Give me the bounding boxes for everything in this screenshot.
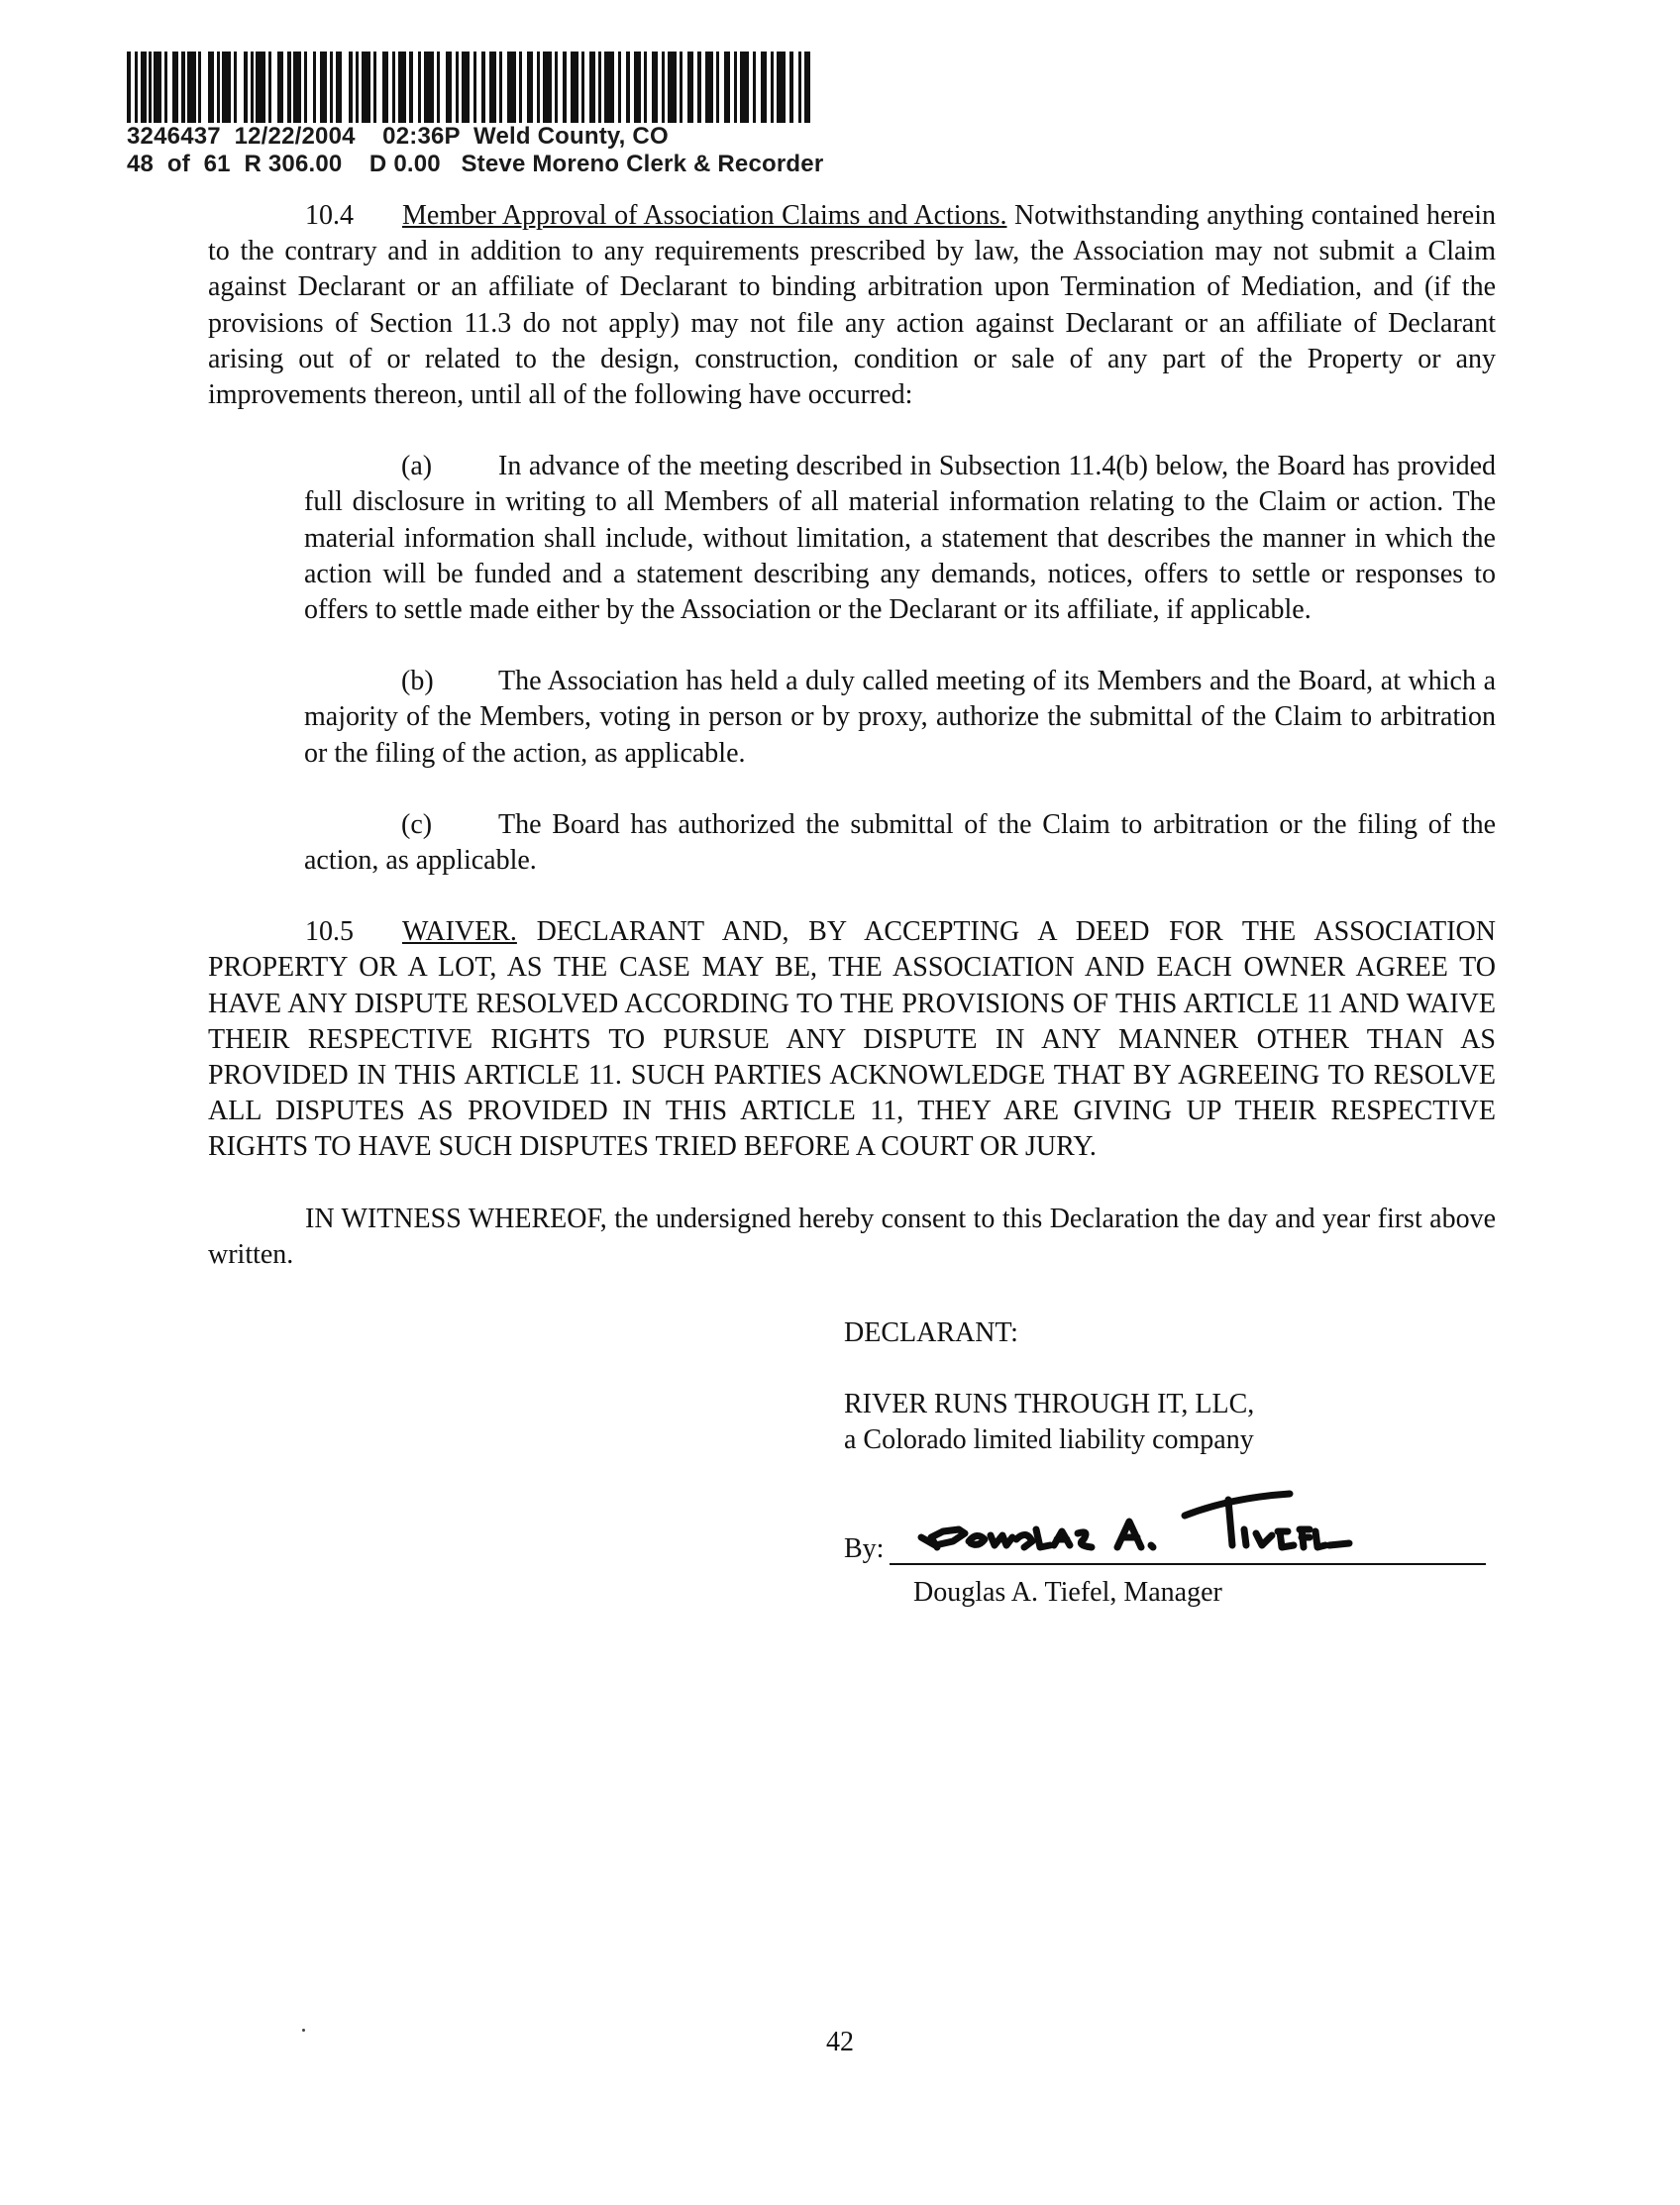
subsection-text: The Association has held a duly called meeting of its Members and the Board, at which a majority of the Members, voting in person or by proxy, authorize the submittal of the Claim to arbitration or the filing of the action, as applicable. (304, 666, 1496, 769)
stamp-line-2: 48 of 61 R 306.00 D 0.00 Steve Moreno Clerk & Recorder (127, 151, 824, 177)
by-label: By: (844, 1533, 885, 1564)
signer-name: Douglas A. Tiefel, Manager (913, 1577, 1222, 1608)
company-description: a Colorado limited liability company (844, 1424, 1254, 1455)
signature-line-row (844, 1506, 1518, 1575)
stamp-line-1: 3246437 12/22/2004 02:36P Weld County, CO (127, 123, 669, 150)
handwritten-signature-icon (913, 1476, 1468, 1570)
section-heading: Member Approval of Association Claims and Actions. (402, 200, 1007, 231)
document-body (208, 198, 1496, 1309)
subsection-label: (b) (401, 666, 434, 697)
section-10-5 (208, 914, 1496, 1165)
company-name: RIVER RUNS THROUGH IT, LLC, (844, 1389, 1255, 1419)
signature-block (844, 1315, 1518, 1611)
subsection-a (304, 449, 1496, 628)
subsection-label: (a) (401, 451, 433, 482)
section-text: Notwithstanding anything contained herein to the contrary and in addition to any requirements prescribed by law, the Association may not submit a Claim against Declarant or an affiliate of Declarant to binding arbitration upon Termination of Mediation, and (if the provisions of Section 11.3 do not apply) may not file any action against Declarant or an affiliate of Declarant arising out of or related to the design, construction, condition or sale of any part of the Property or any improvements thereon, until all of the following have occurred: (208, 200, 1497, 411)
subsection-c (304, 807, 1496, 879)
page-number: 42 (826, 2027, 854, 2057)
subsection-b (304, 664, 1496, 772)
section-10-4 (208, 198, 1496, 413)
section-number: 10.5 (305, 916, 354, 948)
section-number: 10.4 (305, 200, 354, 231)
barcode-icon (127, 52, 810, 123)
declarant-label: DECLARANT: (844, 1317, 1018, 1348)
subsection-text: The Board has authorized the submittal of the Claim to arbitration or the filing of the action, as applicable. (304, 808, 1496, 877)
recording-stamp (127, 52, 823, 178)
section-text: DECLARANT AND, BY ACCEPTING A DEED FOR THE ASSOCIATION PROPERTY OR A LOT, AS THE CASE MAY BE, THE ASSOCIATION AND EACH OWNER AGREE TO HAVE ANY DISPUTE RESOLVED ACCORDING TO THE PROVISIONS OF THIS ARTICLE 11 AND WAIVE THEIR RESPECTIVE RIGHTS TO PURSUE ANY DISPUTE IN ANY MANNER OTHER THAN AS PROVIDED IN THIS ARTICLE 11. SUCH PARTIES ACKNOWLEDGE THAT BY AGREEING TO RESOLVE ALL DISPUTES AS PROVIDED IN THIS ARTICLE 11, THEY ARE GIVING UP THEIR RESPECTIVE RIGHTS TO HAVE SUCH DISPUTES TRIED BEFORE A COURT OR JURY. (208, 916, 1496, 1163)
subsection-label: (c) (401, 808, 433, 840)
subsection-text: In advance of the meeting described in Subsection 11.4(b) below, the Board has provided full disclosure in writing to all Members of all material information relating to the Claim or action. The material information shall include, without limitation, a statement that describes the manner in which the action will be funded and a statement describing any demands, notices, offers to settle or responses to offers to settle made either by the Association or the Declarant or its affiliate, if applicable. (304, 451, 1496, 626)
witness-paragraph: IN WITNESS WHEREOF, the undersigned hereby consent to this Declaration the day and year first above written. (208, 1203, 1496, 1270)
section-heading: WAIVER. (402, 916, 517, 948)
